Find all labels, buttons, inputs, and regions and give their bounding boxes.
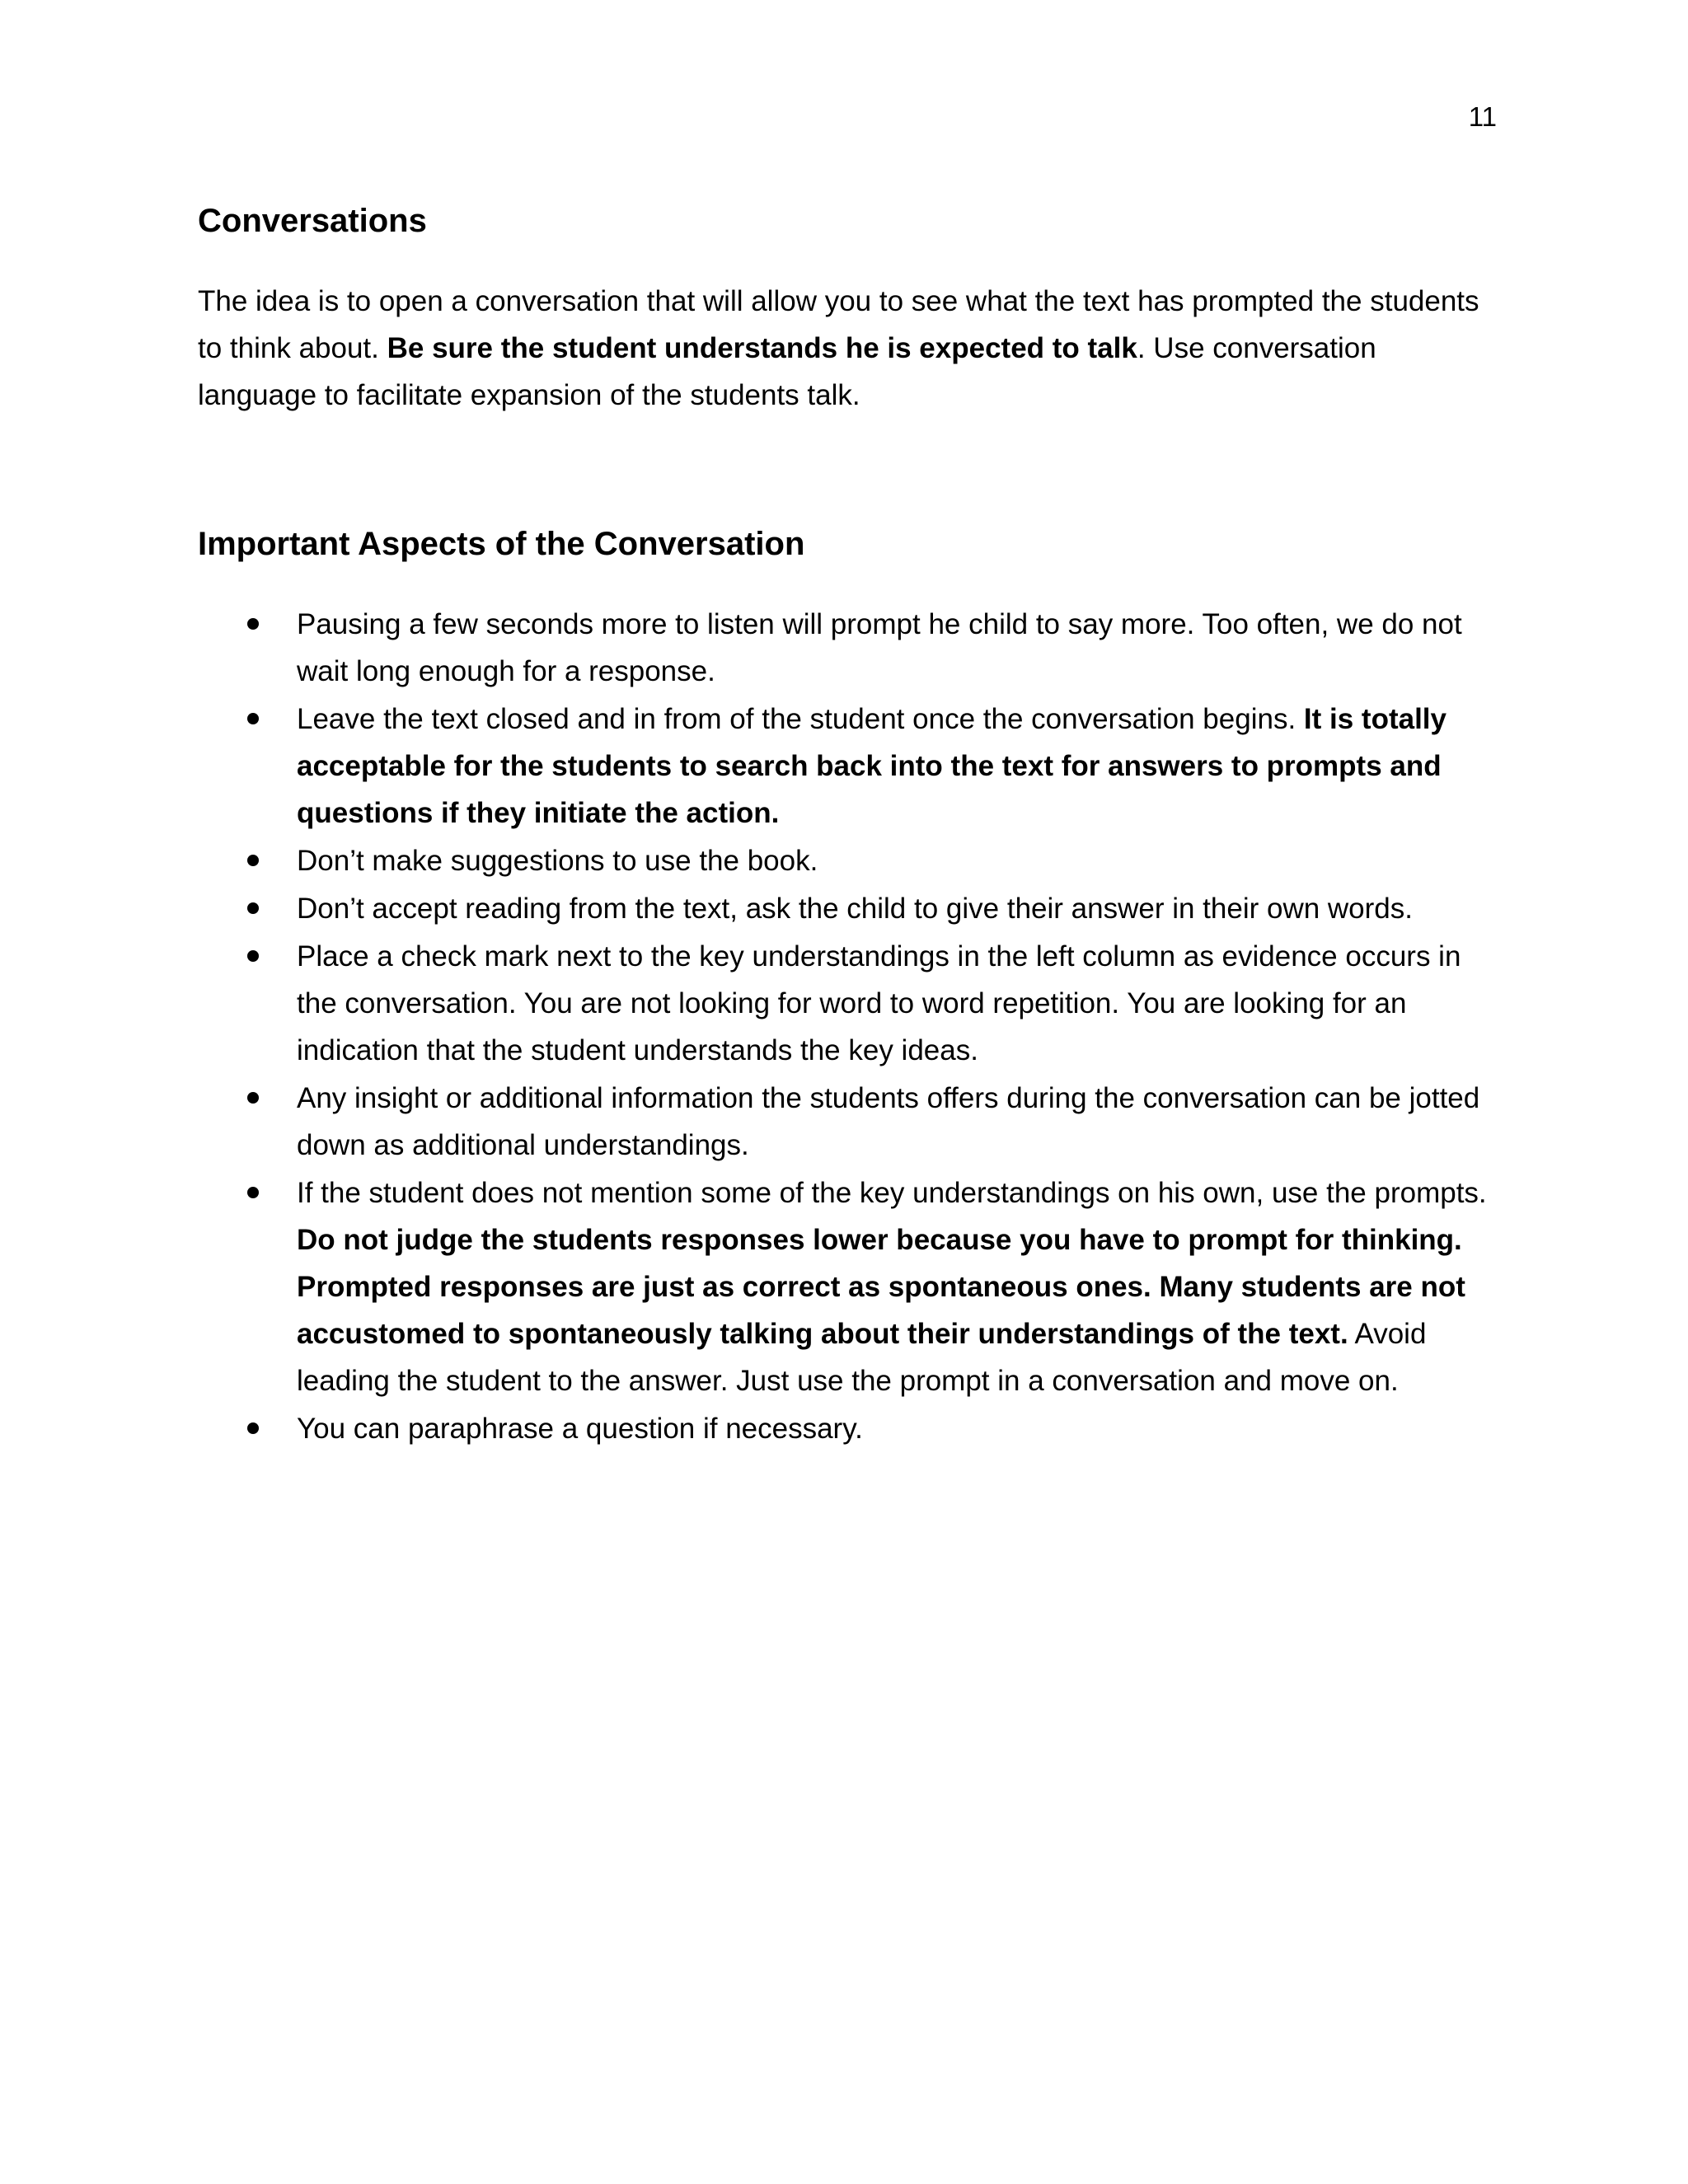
bullet-icon (247, 855, 259, 866)
section-heading-important-aspects: Important Aspects of the Conversation (198, 526, 805, 562)
list-item-bold-text: Do not judge the students responses lower because you have to prompt for thinking. Prompted responses are just as correct as spontaneous ones. Many students are not accustomed to spontaneously talking about their understandings of the text. (297, 1224, 1465, 1350)
list-item (198, 1169, 1492, 1404)
bullet-icon (247, 902, 259, 914)
list-item-text: You can paraphrase a question if necessary. (297, 1413, 863, 1445)
list-item-text: Any insight or additional information the students offers during the conversation can be jotted down as additional understandings. (297, 1082, 1480, 1161)
section-conversations (198, 201, 1492, 419)
list-item-bold-text: It is totally acceptable for the students to search back into the text for answers to prompts and questions if they initiate the action. (297, 703, 1447, 829)
list-item (198, 601, 1492, 695)
bullet-icon (247, 1187, 259, 1198)
paragraph-bold-text: Be sure the student understands he is expected to talk (387, 332, 1137, 364)
list-item-text-after: Avoid leading the student to the answer. Just use the prompt in a conversation and move on. (297, 1318, 1427, 1397)
list-item (198, 1405, 1492, 1452)
bullet-icon (247, 618, 259, 630)
conversations-paragraph (198, 278, 1492, 419)
bullet-icon (247, 1422, 259, 1434)
list-item-text: Pausing a few seconds more to listen will prompt he child to say more. Too often, we do not wait long enough for a response. (297, 608, 1462, 687)
list-item (198, 885, 1492, 932)
list-item (198, 837, 1492, 884)
paragraph-text: The idea is to open a conversation that will allow you to see what the text has prompted the students to think about. (198, 285, 1479, 364)
page-number: 11 (1468, 101, 1497, 132)
list-item-text: Don’t accept reading from the text, ask the child to give their answer in their own words. (297, 893, 1413, 925)
list-item-text: Don’t make suggestions to use the book. (297, 845, 818, 877)
section-heading-conversations: Conversations (198, 203, 427, 239)
aspects-bullet-list (198, 601, 1492, 1452)
section-important-aspects (198, 524, 1492, 1452)
list-item (198, 696, 1492, 837)
list-item-text: Place a check mark next to the key understandings in the left column as evidence occurs in the conversation. You are not looking for word to word repetition. You are looking for an indication that the student understands the key ideas. (297, 940, 1461, 1066)
list-item (198, 1075, 1492, 1169)
list-item-text: If the student does not mention some of the key understandings on his own, use the prompts. (297, 1177, 1487, 1209)
list-item-text: Leave the text closed and in from of the student once the conversation begins. (297, 703, 1304, 735)
bullet-icon (247, 1092, 259, 1104)
bullet-icon (247, 950, 259, 962)
list-item (198, 933, 1492, 1074)
paragraph-text: . Use conversation language to facilitate expansion of the students talk. (198, 332, 1376, 411)
bullet-icon (247, 713, 259, 724)
